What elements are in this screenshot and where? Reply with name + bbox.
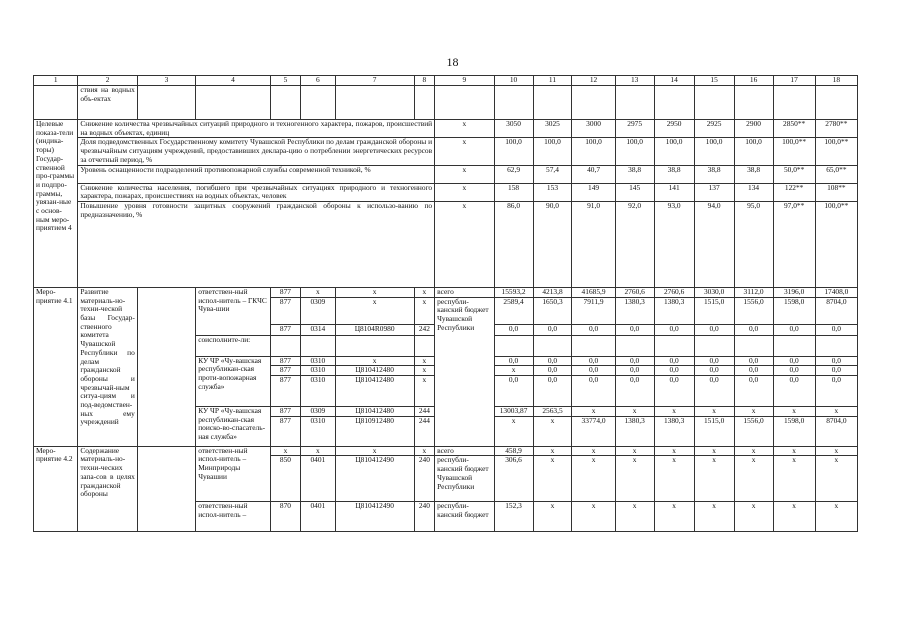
admin-code-cell: x [270,446,300,456]
funding-source: республи-канский бюджет Чувашской Республики [435,456,494,502]
table-row [34,201,858,287]
value-cell: 91,0 [572,201,615,287]
target-text: Снижение количества чрезвычайных ситуаций природного и техногенного характера, пожаров, происшествий на водных объектах, единиц [78,120,435,138]
col-header: 2 [78,76,137,86]
value-cell: x [815,502,857,532]
value-cell: 0,0 [654,356,694,366]
col-header: 9 [435,76,494,86]
value-cell: 122** [773,183,815,201]
admin-code-cell: 877 [270,416,300,446]
value-cell: 100,0 [694,138,734,165]
expense-code-cell: x [414,446,435,456]
value-cell: 100,0 [734,138,773,165]
value-cell: 0,0 [533,366,572,376]
col-header: 17 [773,76,815,86]
target-code-cell: x [335,287,414,297]
admin-code-cell: 850 [270,456,300,502]
col-header: 11 [533,76,572,86]
target-c9: x [435,201,494,287]
value-cell: 7911,9 [572,297,615,324]
value-cell: x [533,446,572,456]
value-cell: 1380,3 [615,297,654,324]
expense-code-cell: x [414,287,435,297]
value-cell: 57,4 [533,165,572,183]
budget-table [33,75,858,532]
col-header: 5 [270,76,300,86]
admin-code-cell: 870 [270,502,300,532]
value-cell: 134 [734,183,773,201]
funding-source: всего [435,287,494,297]
value-cell: x [572,456,615,502]
value-cell: x [694,407,734,417]
value-cell: 1556,0 [734,416,773,446]
target-code-cell: x [335,446,414,456]
value-cell: 1380,3 [654,297,694,324]
value-cell: 97,0** [773,201,815,287]
co-executors: соисполните-ли: [196,335,271,356]
value-cell: x [815,456,857,502]
value-cell: 2925 [694,120,734,138]
value-cell: x [773,407,815,417]
value-cell: 94,0 [694,201,734,287]
value-cell: 100,0** [815,138,857,165]
value-cell: x [694,456,734,502]
value-cell: 0,0 [533,324,572,335]
value-cell: 13003,87 [494,407,533,417]
expense-code-cell: x [414,376,435,407]
target-code-cell: Ц810412480 [335,376,414,407]
value-cell: 1515,0 [694,416,734,446]
value-cell: 0,0 [572,356,615,366]
expense-code-cell: 242 [414,324,435,335]
value-cell: x [494,366,533,376]
empty-cell [414,335,435,356]
value-cell: x [572,502,615,532]
empty-cell [572,335,615,356]
value-cell: x [654,407,694,417]
empty-cell [615,335,654,356]
value-cell: x [615,456,654,502]
funding-source: республи-канский бюджет [435,502,494,532]
value-cell: 2589,4 [494,297,533,324]
value-cell: 0,0 [572,376,615,407]
value-cell: 1650,3 [533,297,572,324]
value-cell: 2760,6 [654,287,694,297]
target-text: Уровень оснащенности подразделений противопожарной службы современной техникой, % [78,165,435,183]
value-cell: 100,0 [654,138,694,165]
value-cell: 0,0 [533,376,572,407]
value-cell: 100,0 [494,138,533,165]
table-row [34,138,858,165]
value-cell: x [615,446,654,456]
value-cell: 0,0 [533,356,572,366]
value-cell: 0,0 [734,376,773,407]
value-cell: 0,0 [694,324,734,335]
value-cell: 2900 [734,120,773,138]
value-cell: 0,0 [694,366,734,376]
empty-cell [654,335,694,356]
col-header: 13 [615,76,654,86]
value-cell: 4213,8 [533,287,572,297]
empty-cell [694,335,734,356]
value-cell: 100,0 [572,138,615,165]
value-cell: 93,0 [654,201,694,287]
value-cell: 149 [572,183,615,201]
target-c9: x [435,138,494,165]
value-cell: 95,0 [734,201,773,287]
value-cell: 62,9 [494,165,533,183]
value-cell: 2760,6 [615,287,654,297]
empty-cell [301,335,336,356]
target-code-cell: Ц810412490 [335,456,414,502]
value-cell: 0,0 [694,376,734,407]
section-code-cell: 0401 [301,456,336,502]
value-cell: 38,8 [734,165,773,183]
col-header: 3 [137,76,195,86]
value-cell: 0,0 [615,356,654,366]
expense-code-cell: 244 [414,407,435,417]
institution-name: КУ ЧР «Чу-вашская республикан-ская проти-вопожарная служба» [196,356,271,406]
target-code-cell: Ц810912480 [335,416,414,446]
value-cell: 100,0** [815,201,857,287]
column-number-row [34,76,858,86]
value-cell: 0,0 [773,356,815,366]
value-cell: 0,0 [494,356,533,366]
value-cell: 41685,9 [572,287,615,297]
value-cell: 50,0** [773,165,815,183]
value-cell: x [572,446,615,456]
col-header: 12 [572,76,615,86]
section-code-cell: 0309 [301,407,336,417]
value-cell: 2975 [615,120,654,138]
expense-code-cell: x [414,297,435,324]
value-cell: 0,0 [734,356,773,366]
target-c9: x [435,165,494,183]
value-cell: 3196,0 [773,287,815,297]
table-row [34,446,858,456]
admin-code-cell: 877 [270,287,300,297]
value-cell: 1556,0 [734,297,773,324]
responsible-executor: ответствен-ный испол-нитель – Минприроды Чувашии [196,446,271,502]
value-cell: 158 [494,183,533,201]
col-header: 7 [335,76,414,86]
value-cell: x [533,502,572,532]
expense-code-cell: 240 [414,456,435,502]
value-cell: 145 [615,183,654,201]
value-cell: 153 [533,183,572,201]
empty-cell [137,287,195,446]
section-code-cell: 0310 [301,356,336,366]
empty-cell [734,335,773,356]
value-cell: x [654,456,694,502]
value-cell: 38,8 [654,165,694,183]
empty-cell [815,335,857,356]
target-c9: x [435,183,494,201]
section-code-cell: 0310 [301,416,336,446]
value-cell: x [694,502,734,532]
value-cell: 3030,0 [694,287,734,297]
value-cell: 0,0 [734,366,773,376]
value-cell: 65,0** [815,165,857,183]
targets-label: Целевые показа-тели (индика-торы) Государ-ственной про-граммы и подпро-граммы, увязан-ные с основ-ным меро-приятием 4 [34,120,78,288]
empty-cell [270,335,300,356]
empty-cell [494,335,533,356]
target-code-cell: Ц810412480 [335,407,414,417]
admin-code-cell: 877 [270,366,300,376]
value-cell: 90,0 [533,201,572,287]
empty-cell [335,335,414,356]
value-cell: x [734,502,773,532]
value-cell: 108** [815,183,857,201]
value-cell: 0,0 [815,324,857,335]
value-cell: 15593,2 [494,287,533,297]
value-cell: 86,0 [494,201,533,287]
section-code-cell: x [301,287,336,297]
value-cell: 0,0 [615,376,654,407]
institution-name: КУ ЧР «Чу-вашская республикан-ская поиско-во-спасатель-ная служба» [196,407,271,447]
target-text: Повышение уровня готовности защитных сооружений гражданской обороны к использо-ванию по предназначению, % [78,201,435,287]
value-cell: x [615,502,654,532]
table-row [34,183,858,201]
target-c9: x [435,120,494,138]
responsible-executor: ответствен-ный испол-нитель – [196,502,271,532]
target-code-cell: Ц8104R0980 [335,324,414,335]
value-cell: 0,0 [494,324,533,335]
col-header: 6 [301,76,336,86]
value-cell: 152,3 [494,502,533,532]
value-cell: x [773,446,815,456]
measure-name: Развитие материаль-но-техни-ческой базы Государ-ственного комитета Чувашской Республики по делам гражданской обороны и чрезвычай-ным ситуа-циям и под-ведомствен-ных ему учреждений [78,287,137,446]
value-cell: 100,0 [533,138,572,165]
section-code-cell: 0401 [301,502,336,532]
section-code-cell: x [301,446,336,456]
value-cell: 100,0** [773,138,815,165]
value-cell: x [694,446,734,456]
admin-code-cell: 877 [270,356,300,366]
measure-label: Меро-приятие 4.2 [34,446,78,532]
expense-code-cell: x [414,356,435,366]
funding-source: всего [435,446,494,456]
value-cell: 0,0 [615,324,654,335]
table-row [34,165,858,183]
value-cell: 2563,5 [533,407,572,417]
value-cell: 1380,3 [615,416,654,446]
col-header: 15 [694,76,734,86]
value-cell: x [815,407,857,417]
value-cell: 1598,0 [773,297,815,324]
value-cell: 0,0 [734,324,773,335]
funding-source: республи-канский бюджет Чувашской Республики [435,297,494,446]
measure-name: Содержание материаль-но-техни-ческих запа-сов в целях гражданской обороны [78,446,137,532]
admin-code-cell: 877 [270,376,300,407]
value-cell: 2780** [815,120,857,138]
value-cell: 1515,0 [694,297,734,324]
value-cell: x [734,456,773,502]
target-code-cell: Ц810412490 [335,502,414,532]
value-cell: 137 [694,183,734,201]
section-code-cell: 0309 [301,297,336,324]
section-code-cell: 0310 [301,366,336,376]
continuation-row [34,86,858,120]
value-cell: 8704,0 [815,297,857,324]
value-cell: 2950 [654,120,694,138]
target-text: Доля подведомственных Государственному комитету Чувашской Республики по делам гражданской обороны и чрезвычайным ситуациям учреждений, предоставивших деклара-цию о потреблении энергетических ресурсов за отчетный период, % [78,138,435,165]
measure-label: Меро-приятие 4.1 [34,287,78,446]
value-cell: 0,0 [815,366,857,376]
value-cell: x [572,407,615,417]
value-cell: x [734,446,773,456]
empty-cell [773,335,815,356]
value-cell: 100,0 [615,138,654,165]
target-text: Снижение количества населения, погибшего при чрезвычайных ситуациях природного и техногенного характера, пожарах, происшествиях на водных объектах, человек [78,183,435,201]
target-code-cell: Ц810412480 [335,366,414,376]
value-cell: 306,6 [494,456,533,502]
empty-cell [533,335,572,356]
value-cell: x [654,446,694,456]
target-code-cell: x [335,297,414,324]
col-header: 14 [654,76,694,86]
admin-code-cell: 877 [270,407,300,417]
value-cell: 3050 [494,120,533,138]
value-cell: 0,0 [572,366,615,376]
value-cell: 0,0 [572,324,615,335]
value-cell: 92,0 [615,201,654,287]
value-cell: 141 [654,183,694,201]
value-cell: x [533,416,572,446]
value-cell: 0,0 [654,324,694,335]
value-cell: 0,0 [815,356,857,366]
value-cell: 17408,0 [815,287,857,297]
expense-code-cell: 244 [414,416,435,446]
col-header: 16 [734,76,773,86]
value-cell: 0,0 [815,376,857,407]
admin-code-cell: 877 [270,324,300,335]
value-cell: x [494,416,533,446]
continuation-text: ствия на водных объ-ектах [78,86,137,120]
page-number: 18 [446,55,459,69]
value-cell: 1380,3 [654,416,694,446]
col-header: 18 [815,76,857,86]
col-header: 4 [196,76,271,86]
table-row [34,120,858,138]
target-code-cell: x [335,356,414,366]
admin-code-cell: 877 [270,297,300,324]
value-cell: 0,0 [654,376,694,407]
responsible-executor: ответствен-ный испол-нитель – ГКЧС Чува-шии [196,287,271,335]
value-cell: x [815,446,857,456]
col-header: 1 [34,76,78,86]
value-cell: 38,8 [615,165,654,183]
col-header: 8 [414,76,435,86]
value-cell: 3025 [533,120,572,138]
value-cell: x [734,407,773,417]
empty-cell [137,446,195,532]
expense-code-cell: x [414,366,435,376]
table-row [34,287,858,297]
value-cell: x [533,456,572,502]
value-cell: 38,8 [694,165,734,183]
value-cell: x [773,502,815,532]
value-cell: 0,0 [654,366,694,376]
value-cell: 3112,0 [734,287,773,297]
value-cell: 2850** [773,120,815,138]
value-cell: x [654,502,694,532]
value-cell: 0,0 [694,356,734,366]
value-cell: 40,7 [572,165,615,183]
value-cell: 0,0 [615,366,654,376]
value-cell: 0,0 [773,366,815,376]
value-cell: x [615,407,654,417]
expense-code-cell: 240 [414,502,435,532]
value-cell: 0,0 [773,376,815,407]
value-cell: 0,0 [494,376,533,407]
value-cell: 3000 [572,120,615,138]
value-cell: 458,9 [494,446,533,456]
value-cell: 8704,0 [815,416,857,446]
value-cell: 33774,0 [572,416,615,446]
section-code-cell: 0314 [301,324,336,335]
value-cell: 1598,0 [773,416,815,446]
value-cell: x [773,456,815,502]
value-cell: 0,0 [773,324,815,335]
col-header: 10 [494,76,533,86]
section-code-cell: 0310 [301,376,336,407]
